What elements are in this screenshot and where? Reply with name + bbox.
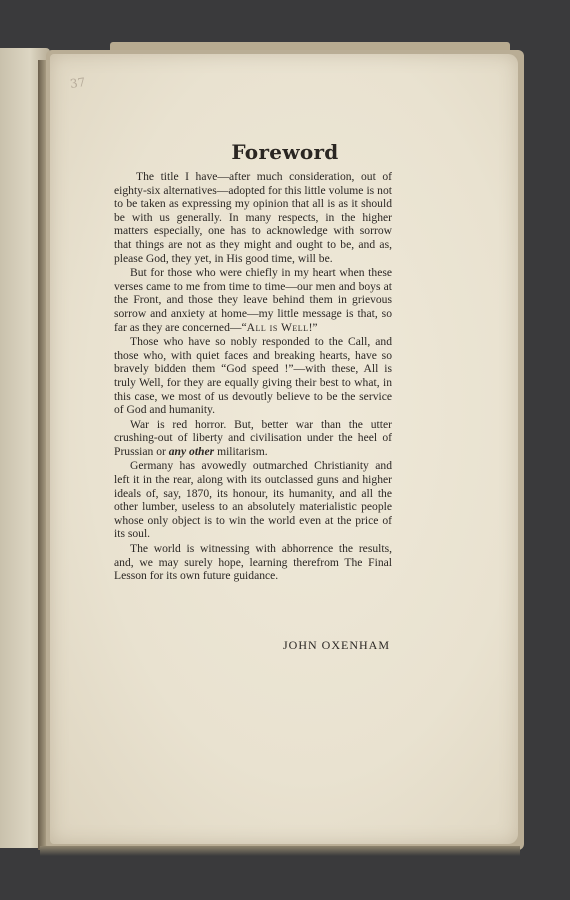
- paragraph-2: [114, 266, 392, 334]
- paragraph-2-end: !”: [308, 320, 318, 334]
- any-other-phrase: any other: [168, 444, 215, 458]
- paragraph-4-end: militarism.: [214, 444, 268, 458]
- author-signature: JOHN OXENHAM: [283, 638, 390, 652]
- paragraph-3: Those who have so nobly responded to the Call, and those who, with quiet faces and breaking hearts, have so bravely bidden them “God speed !”—with these, All is truly Well, for they are equally giving their best to what, in this case, we most of us devoutly believe to be the service of God and humanity.: [114, 335, 392, 417]
- paragraph-1: The title I have—after much consideration, out of eighty-six alternatives—adopted for this little volume is not to be taken as expressing my opinion that all is as it should be with us generally. In many respects, in the higher matters especially, one has to acknowledge with sorrow that things are not as they might and ought to be, and as, please God, they yet, in His good time, will be.: [114, 170, 392, 265]
- paragraph-5: Germany has avowedly outmarched Christianity and left it in the rear, along with its outclassed guns and higher ideals of, say, 1870, its honour, its humanity, and all the other lumber, useless to an absolutely materialistic people whose only object is to win the world even at the price of its soul.: [114, 459, 392, 541]
- page-number: 37: [69, 75, 87, 91]
- paragraph-4: [114, 418, 392, 459]
- foreword-body: [114, 170, 392, 584]
- paragraph-4-text: War is red horror. But, better war than the utter crushing-out of liberty and civilisation under the heel of Prussian or: [114, 417, 392, 458]
- paragraph-6: The world is witnessing with abhorrence the results, and, we may surely hope, learning therefrom The Final Lesson for its own future guidance.: [114, 542, 392, 583]
- page-title: Foreword: [231, 140, 339, 164]
- paragraph-2-text: But for those who were chiefly in my heart when these verses came to me from time to time—our men and boys at the Front, and those they leave behind them in grievous sorrow and anxiety at home—my little message is that, so far as they are concerned—“: [114, 266, 392, 334]
- page-bottom-shadow: [40, 846, 520, 856]
- all-is-well-phrase: All is Well: [246, 320, 309, 334]
